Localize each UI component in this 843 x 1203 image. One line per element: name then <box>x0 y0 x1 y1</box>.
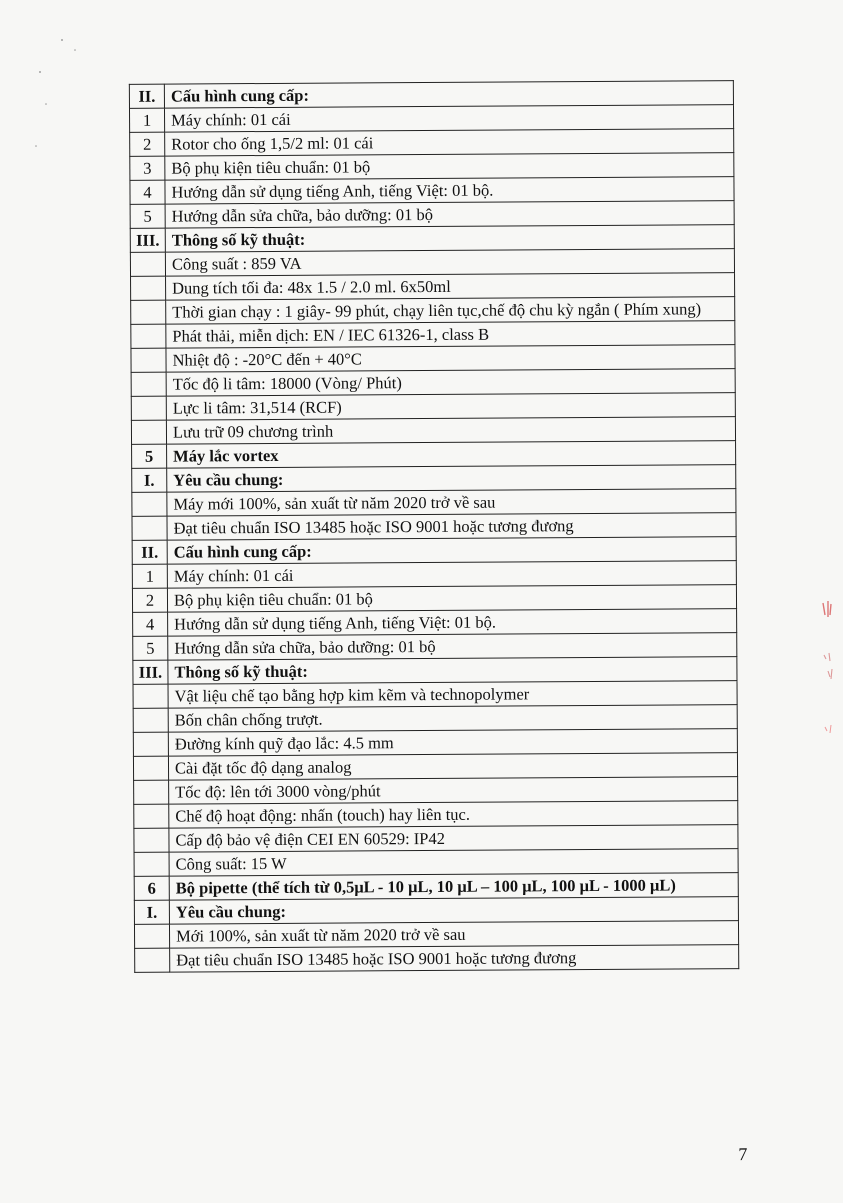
row-text-cell: Nhiệt độ : -20°C đến + 40°C <box>166 345 735 372</box>
row-text-cell: Cài đặt tốc độ dạng analog <box>168 753 737 780</box>
row-text-cell: Vật liệu chế tạo bằng hợp kim kẽm và technopolymer <box>168 681 737 708</box>
row-text-cell: Máy chính: 01 cái <box>164 105 733 132</box>
row-number-cell: III. <box>130 228 165 252</box>
row-number-cell: II. <box>132 540 167 564</box>
row-number-cell: 5 <box>130 204 165 228</box>
row-number-cell: 4 <box>130 180 165 204</box>
margin-stamp-marks <box>818 595 838 755</box>
row-text-cell: Thông số kỹ thuật: <box>168 657 737 684</box>
row-text-cell: Bốn chân chống trượt. <box>168 705 737 732</box>
row-text-cell: Yêu cầu chung: <box>167 465 736 492</box>
row-text-cell: Tốc độ li tâm: 18000 (Vòng/ Phút) <box>166 369 735 396</box>
row-text-cell: Đạt tiêu chuẩn ISO 13485 hoặc ISO 9001 hoặc tương đương <box>167 513 736 540</box>
row-text-cell: Chế độ hoạt động: nhấn (touch) hay liên tục. <box>169 801 738 828</box>
row-text-cell: Đạt tiêu chuẩn ISO 13485 hoặc ISO 9001 hoặc tương đương <box>170 945 739 972</box>
row-number-cell: 5 <box>132 444 167 468</box>
row-text-cell: Thời gian chạy : 1 giây- 99 phút, chạy liên tục,chế độ chu kỳ ngắn ( Phím xung) <box>166 297 735 324</box>
row-text-cell: Máy lắc vortex <box>167 441 736 468</box>
row-text-cell: Công suất : 859 VA <box>165 249 734 276</box>
row-text-cell: Đường kính quỹ đạo lắc: 4.5 mm <box>168 729 737 756</box>
row-text-cell: Lưu trữ 09 chương trình <box>166 417 735 444</box>
row-number-cell: 2 <box>132 588 167 612</box>
row-number-cell: II. <box>129 84 164 108</box>
row-number-cell: 3 <box>130 156 165 180</box>
row-text-cell: Yêu cầu chung: <box>169 897 738 924</box>
row-text-cell: Bộ phụ kiện tiêu chuẩn: 01 bộ <box>167 585 736 612</box>
row-number-cell: I. <box>134 900 169 924</box>
row-text-cell: Mới 100%, sản xuất từ năm 2020 trở về sau <box>169 921 738 948</box>
row-number-cell: 1 <box>132 564 167 588</box>
row-text-cell: Thông số kỹ thuật: <box>165 225 734 252</box>
row-number-cell: 4 <box>133 612 168 636</box>
row-text-cell: Bộ pipette (thể tích từ 0,5μL - 10 μL, 10 μL – 100 μL, 100 μL - 1000 μL) <box>169 873 738 900</box>
row-text-cell: Máy mới 100%, sản xuất từ năm 2020 trở về sau <box>167 489 736 516</box>
row-text-cell: Cấu hình cung cấp: <box>167 537 736 564</box>
row-number-cell: I. <box>132 468 167 492</box>
row-text-cell: Rotor cho ống 1,5/2 ml: 01 cái <box>165 129 734 156</box>
row-text-cell: Lực li tâm: 31,514 (RCF) <box>166 393 735 420</box>
row-text-cell: Máy chính: 01 cái <box>167 561 736 588</box>
row-text-cell: Hướng dẫn sử dụng tiếng Anh, tiếng Việt: 01 bộ. <box>165 177 734 204</box>
row-text-cell: Hướng dẫn sử dụng tiếng Anh, tiếng Việt: 01 bộ. <box>168 609 737 636</box>
row-number-cell: 6 <box>134 876 169 900</box>
row-text-cell: Cấp độ bảo vệ điện CEI EN 60529: IP42 <box>169 825 738 852</box>
row-text-cell: Dung tích tối đa: 48x 1.5 / 2.0 ml. 6x50ml <box>166 273 735 300</box>
row-number-cell: 2 <box>130 132 165 156</box>
row-text-cell: Hướng dẫn sửa chữa, bảo dưỡng: 01 bộ <box>165 201 734 228</box>
row-text-cell: Phát thải, miễn dịch: EN / IEC 61326-1, class B <box>166 321 735 348</box>
row-number-cell: 5 <box>133 636 168 660</box>
row-text-cell: Bộ phụ kiện tiêu chuẩn: 01 bộ <box>165 153 734 180</box>
row-text-cell: Công suất: 15 W <box>169 849 738 876</box>
row-number-cell: III. <box>133 660 168 684</box>
row-text-cell: Hướng dẫn sửa chữa, bảo dưỡng: 01 bộ <box>168 633 737 660</box>
page-number: 7 <box>738 1144 748 1165</box>
row-number-cell: 1 <box>129 108 164 132</box>
row-text-cell: Cấu hình cung cấp: <box>164 81 733 108</box>
row-text-cell: Tốc độ: lên tới 3000 vòng/phút <box>169 777 738 804</box>
